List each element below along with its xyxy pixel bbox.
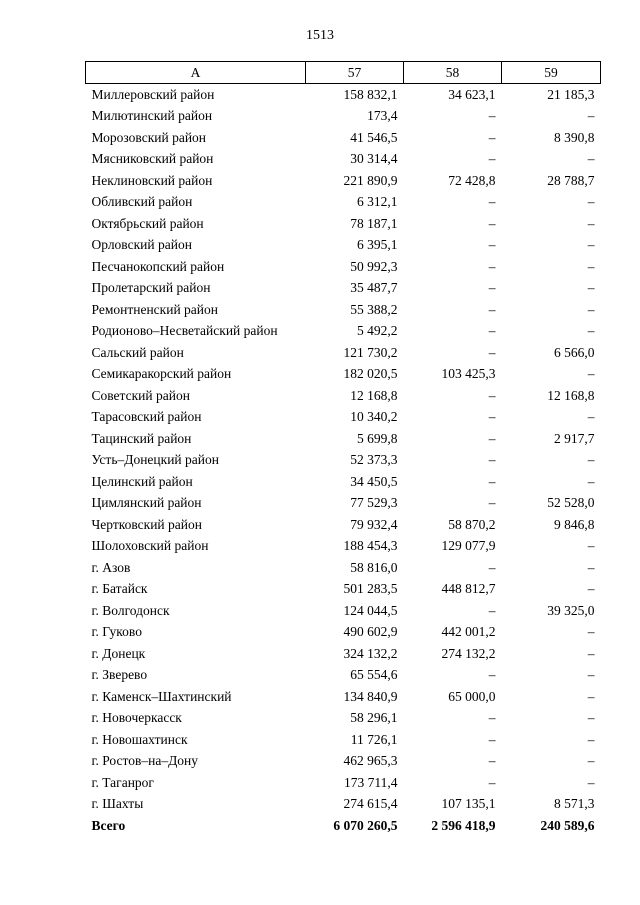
table-row — [86, 170, 601, 192]
cell-value-58: – — [488, 301, 496, 317]
table-row — [86, 729, 601, 751]
cell-name: Целинский район — [91, 473, 193, 489]
cell-name: г. Шахты — [91, 796, 144, 812]
cell-value-57: 274 615,4 — [343, 796, 398, 812]
cell-value-57: 182 020,5 — [343, 366, 398, 382]
cell-value-57: 34 450,5 — [350, 473, 398, 489]
cell-value-59: 8 390,8 — [554, 129, 595, 145]
cell-value-59: 12 168,8 — [547, 387, 595, 403]
cell-value-57: 58 296,1 — [350, 710, 398, 726]
table-row — [86, 192, 601, 214]
table-row — [86, 643, 601, 665]
cell-value-58: – — [488, 215, 496, 231]
table-row — [86, 278, 601, 300]
cell-value-59: – — [587, 215, 595, 231]
cell-value-57: 79 932,4 — [350, 516, 398, 532]
cell-value-58: 129 077,9 — [441, 538, 496, 554]
cell-value-59: – — [587, 258, 595, 274]
cell-name: Миллеровский район — [91, 86, 215, 102]
cell-value-57: 77 529,3 — [350, 495, 398, 511]
cell-value-59: – — [587, 581, 595, 597]
cell-value-59: – — [587, 280, 595, 296]
cell-value-57: 490 602,9 — [343, 624, 398, 640]
table-body — [86, 84, 601, 837]
header-col-58: 58 — [404, 62, 502, 84]
cell-value-58: – — [488, 344, 496, 360]
cell-name: г. Азов — [91, 559, 131, 575]
cell-value-58: – — [488, 258, 496, 274]
table-row — [86, 450, 601, 472]
cell-value-58: – — [488, 473, 496, 489]
cell-value-57: 5 492,2 — [357, 323, 398, 339]
cell-value-57: 173 711,4 — [344, 774, 398, 790]
budget-table — [85, 61, 601, 837]
cell-value-58: – — [488, 667, 496, 683]
cell-value-58: – — [488, 559, 496, 575]
cell-value-58: – — [488, 495, 496, 511]
cell-value-59: – — [587, 366, 595, 382]
cell-name: г. Каменск–Шахтинский — [91, 688, 232, 704]
cell-value-58: – — [488, 602, 496, 618]
cell-value-58: – — [488, 710, 496, 726]
cell-value-59: 9 846,8 — [554, 516, 595, 532]
table-row — [86, 364, 601, 386]
cell-value-57: 10 340,2 — [350, 409, 398, 425]
table-row — [86, 600, 601, 622]
table-row — [86, 794, 601, 816]
cell-name: Милютинский район — [91, 108, 213, 124]
cell-value-57: 158 832,1 — [343, 86, 398, 102]
cell-value-58: – — [488, 387, 496, 403]
cell-name: Октябрьский район — [91, 215, 204, 231]
cell-name: г. Донецк — [91, 645, 146, 661]
cell-value-59: – — [587, 452, 595, 468]
cell-value-59: – — [587, 688, 595, 704]
cell-value-57: 501 283,5 — [343, 581, 398, 597]
total-row — [86, 815, 601, 837]
cell-value-57: 50 992,3 — [350, 258, 398, 274]
cell-value-57: 52 373,3 — [350, 452, 398, 468]
cell-value-59: 21 185,3 — [547, 86, 595, 102]
table-row — [86, 772, 601, 794]
cell-value-59: – — [587, 108, 595, 124]
cell-value-57: 124 044,5 — [343, 602, 398, 618]
cell-value-58: 103 425,3 — [441, 366, 496, 382]
table-row — [86, 579, 601, 601]
cell-value-57: 221 890,9 — [343, 172, 398, 188]
cell-value-58: – — [488, 129, 496, 145]
total-value-57: 6 070 260,5 — [333, 817, 398, 833]
table-row — [86, 321, 601, 343]
cell-name: Чертковский район — [91, 516, 202, 532]
table-row — [86, 471, 601, 493]
cell-value-59: – — [587, 624, 595, 640]
cell-value-57: 6 312,1 — [357, 194, 398, 210]
cell-value-58: 65 000,0 — [448, 688, 496, 704]
cell-value-58: – — [488, 731, 496, 747]
cell-name: Обливский район — [91, 194, 193, 210]
cell-value-57: 188 454,3 — [343, 538, 398, 554]
table-row — [86, 385, 601, 407]
cell-name: г. Волгодонск — [91, 602, 170, 618]
total-value-59: 240 589,6 — [540, 817, 595, 833]
cell-name: Тарасовский район — [91, 409, 202, 425]
cell-value-59: – — [587, 409, 595, 425]
table-row — [86, 622, 601, 644]
table-row — [86, 493, 601, 515]
header-col-57: 57 — [306, 62, 404, 84]
cell-value-58: – — [488, 774, 496, 790]
header-row — [86, 62, 601, 84]
cell-name: Усть–Донецкий район — [91, 452, 219, 468]
table-row — [86, 106, 601, 128]
cell-value-58: – — [488, 452, 496, 468]
cell-value-57: 55 388,2 — [350, 301, 398, 317]
cell-name: Орловский район — [91, 237, 192, 253]
table-row — [86, 127, 601, 149]
header-col-59: 59 — [502, 62, 601, 84]
cell-value-58: – — [488, 753, 496, 769]
cell-name: г. Зверево — [91, 667, 148, 683]
cell-value-58: 274 132,2 — [441, 645, 496, 661]
cell-value-57: 324 132,2 — [343, 645, 398, 661]
cell-value-59: – — [587, 667, 595, 683]
cell-name: Ремонтненский район — [91, 301, 218, 317]
cell-value-58: 448 812,7 — [441, 581, 496, 597]
cell-value-58: – — [488, 108, 496, 124]
table-row — [86, 407, 601, 429]
cell-name: г. Батайск — [91, 581, 148, 597]
cell-value-59: 8 571,3 — [554, 796, 595, 812]
cell-value-58: 72 428,8 — [448, 172, 496, 188]
cell-value-59: – — [587, 538, 595, 554]
cell-value-57: 173,4 — [367, 108, 398, 124]
cell-value-59: 52 528,0 — [547, 495, 595, 511]
cell-name: Родионово–Несветайский район — [91, 323, 278, 339]
table-row — [86, 235, 601, 257]
cell-value-57: 134 840,9 — [343, 688, 398, 704]
cell-value-58: 107 135,1 — [441, 796, 496, 812]
cell-name: г. Таганрог — [91, 774, 154, 790]
cell-value-59: 6 566,0 — [554, 344, 595, 360]
cell-name: г. Новошахтинск — [91, 731, 188, 747]
cell-value-59: – — [587, 323, 595, 339]
cell-value-59: 2 917,7 — [554, 430, 595, 446]
cell-value-59: – — [587, 645, 595, 661]
cell-value-57: 30 314,4 — [350, 151, 398, 167]
cell-value-58: – — [488, 323, 496, 339]
cell-name: Пролетарский район — [91, 280, 211, 296]
cell-value-59: – — [587, 151, 595, 167]
cell-name: г. Новочеркасск — [91, 710, 182, 726]
cell-value-57: 11 726,1 — [350, 731, 398, 747]
header-col-a: А — [86, 62, 306, 84]
total-value-58: 2 596 418,9 — [431, 817, 496, 833]
cell-value-58: – — [488, 194, 496, 210]
table-row — [86, 751, 601, 773]
cell-name: Советский район — [91, 387, 190, 403]
cell-name: Песчанокопский район — [91, 258, 225, 274]
cell-name: Неклиновский район — [91, 172, 213, 188]
cell-name: г. Ростов–на–Дону — [91, 753, 199, 769]
table-row — [86, 84, 601, 106]
cell-name: Тацинский район — [91, 430, 192, 446]
cell-value-59: – — [587, 301, 595, 317]
table-header — [86, 62, 601, 84]
table-row — [86, 557, 601, 579]
table-row — [86, 708, 601, 730]
table-row — [86, 428, 601, 450]
cell-value-57: 6 395,1 — [357, 237, 398, 253]
cell-value-57: 12 168,8 — [350, 387, 398, 403]
table-row — [86, 536, 601, 558]
cell-value-57: 35 487,7 — [350, 280, 398, 296]
table-row — [86, 213, 601, 235]
cell-value-58: – — [488, 430, 496, 446]
cell-value-59: – — [587, 774, 595, 790]
table-row — [86, 514, 601, 536]
cell-value-59: 28 788,7 — [547, 172, 595, 188]
cell-value-59: – — [587, 731, 595, 747]
cell-value-59: – — [587, 710, 595, 726]
cell-name: г. Гуково — [91, 624, 142, 640]
cell-name: Мясниковский район — [91, 151, 214, 167]
cell-value-59: – — [587, 753, 595, 769]
cell-name: Сальский район — [91, 344, 184, 360]
cell-value-57: 65 554,6 — [350, 667, 398, 683]
total-name: Всего — [91, 817, 126, 833]
cell-name: Семикаракорский район — [91, 366, 232, 382]
cell-value-59: – — [587, 194, 595, 210]
table-row — [86, 342, 601, 364]
table-row — [86, 256, 601, 278]
table-row — [86, 149, 601, 171]
cell-value-58: – — [488, 237, 496, 253]
cell-value-57: 41 546,5 — [350, 129, 398, 145]
cell-value-57: 462 965,3 — [343, 753, 398, 769]
cell-value-59: – — [587, 559, 595, 575]
cell-value-57: 58 816,0 — [350, 559, 398, 575]
cell-value-58: – — [488, 280, 496, 296]
cell-value-57: 5 699,8 — [357, 430, 398, 446]
cell-value-57: 78 187,1 — [350, 215, 398, 231]
cell-name: Морозовский район — [91, 129, 207, 145]
table-row — [86, 686, 601, 708]
table-row — [86, 299, 601, 321]
cell-value-58: 442 001,2 — [441, 624, 496, 640]
cell-name: Цимлянский район — [91, 495, 202, 511]
table-row — [86, 665, 601, 687]
cell-value-58: – — [488, 409, 496, 425]
cell-value-59: 39 325,0 — [547, 602, 595, 618]
page-number: 1513 — [306, 28, 334, 43]
cell-value-57: 121 730,2 — [343, 344, 398, 360]
cell-value-58: 58 870,2 — [448, 516, 496, 532]
cell-name: Шолоховский район — [91, 538, 209, 554]
cell-value-59: – — [587, 473, 595, 489]
cell-value-58: 34 623,1 — [448, 86, 496, 102]
cell-value-58: – — [488, 151, 496, 167]
cell-value-59: – — [587, 237, 595, 253]
